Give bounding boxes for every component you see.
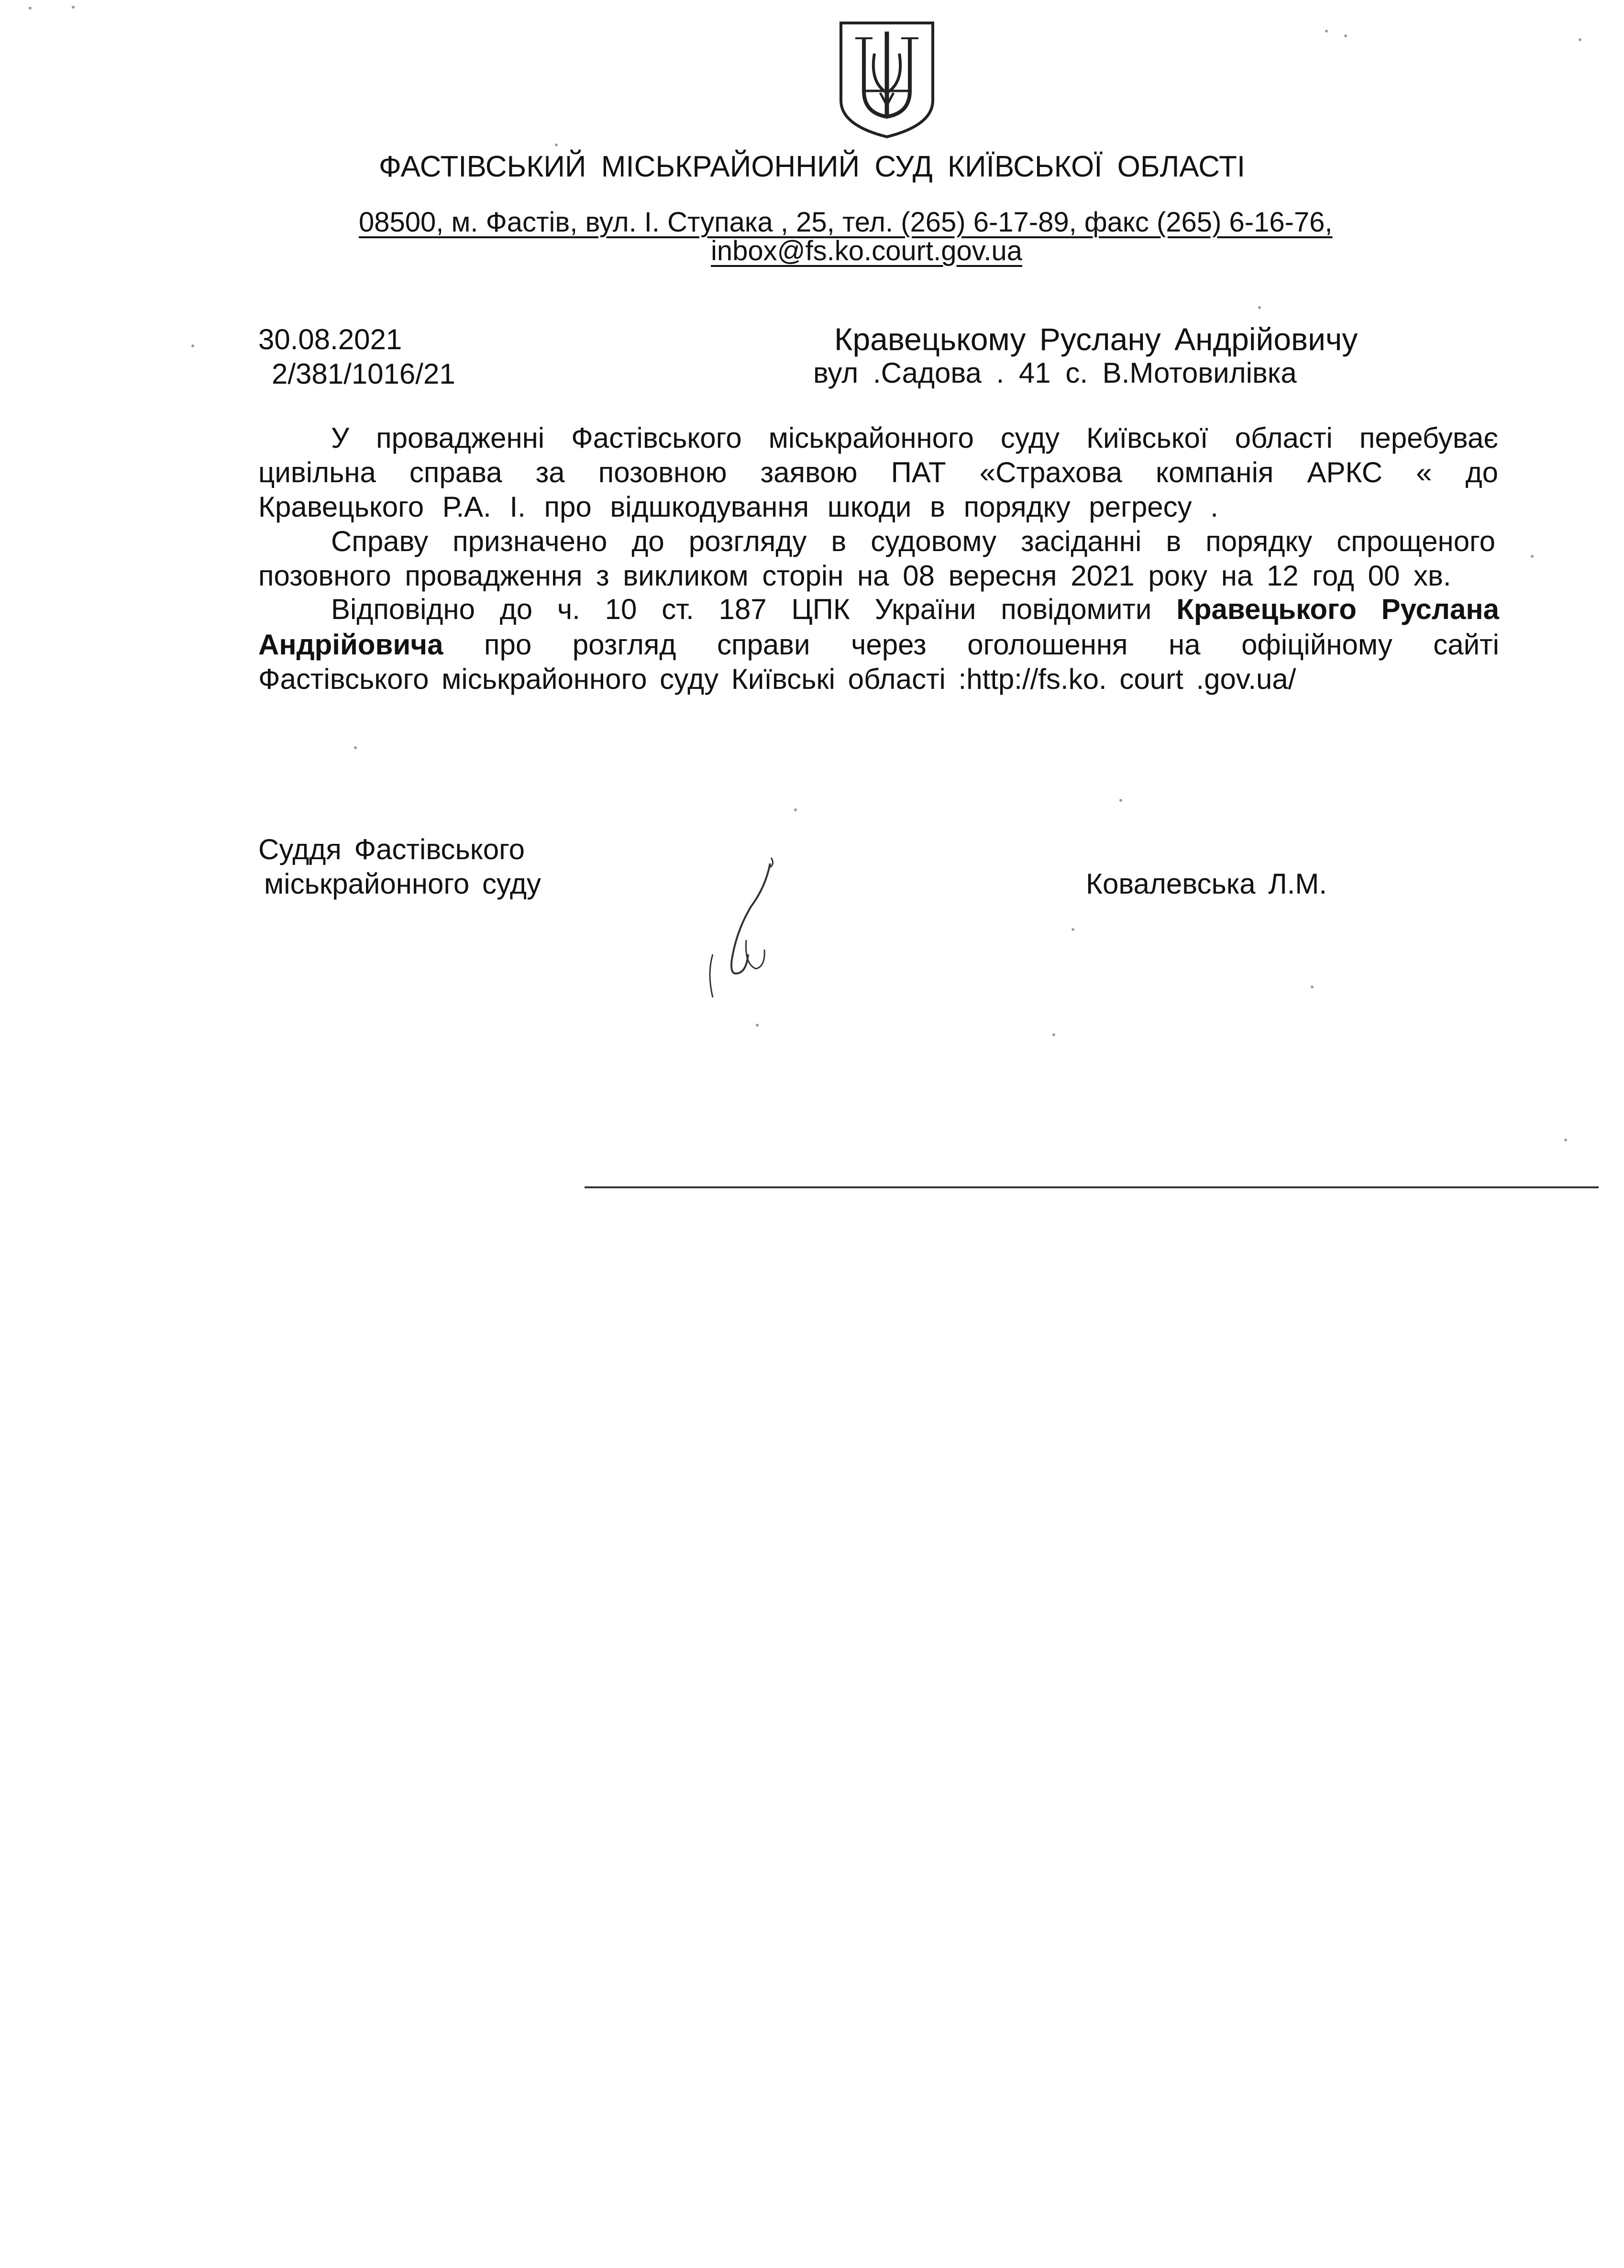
paragraph-3-line-1 [331,595,1499,624]
paragraph-1-line-3: Кравецького Р.А. І. про відшкодування шкоди в порядку регресу . [258,491,1218,523]
court-email: inbox@fs.ko.court.gov.ua [711,235,1023,266]
paragraph-2-line-1: Справу призначено до розгляду в судовому засіданні в порядку спрощеного [331,525,1495,557]
paragraph-3-line-1-text: Відповідно до ч. 10 ст. 187 ЦПК України повідомити [331,593,1152,625]
judge-title-line-1: Суддя Фастівського [258,833,525,865]
paragraph-2-line-2: позовного провадження з викликом сторін на 08 вересня 2021 року на 12 год 00 хв. [258,560,1451,592]
letter-date: 30.08.2021 [258,323,402,355]
paragraph-3-line-2 [258,631,1499,659]
judge-name: Ковалевська Л.М. [1086,868,1327,900]
trident-emblem-icon [836,19,938,139]
paragraph-3-line-3: Фастівського міськрайонного суду Київські області :http://fs.ko. court .gov.ua/ [258,663,1296,695]
recipient-name-bold-part-1: Кравецького Руслана [1176,593,1500,625]
court-name: ФАСТІВСЬКИЙ МІСЬКРАЙОННИЙ СУД КИЇВСЬКОЇ ОБЛАСТІ [378,150,1246,183]
recipient-address: вул .Садова . 41 с. В.Мотовилівка [813,357,1297,389]
paragraph-1-line-1: У провадженні Фастівського міськрайонного суду Київської області перебуває [331,422,1498,454]
paragraph-1-line-2: цивільна справа за позовною заявою ПАТ «Страхова компанія АРКС « до [258,456,1498,488]
handwritten-signature [698,854,784,1012]
case-number: 2/381/1016/21 [272,358,455,390]
judge-title-line-2: міськрайонного суду [264,868,541,900]
paragraph-3-line-2-text: про розгляд справи через оголошення на офіційному сайті [484,629,1499,661]
bottom-rule [585,1186,1599,1188]
recipient-name: Кравецькому Руслану Андрійовичу [834,321,1358,357]
court-address: 08500, м. Фастів, вул. І. Ступака , 25, тел. (265) 6-17-89, факс (265) 6-16-76, [359,207,1333,238]
recipient-name-bold-part-2: Андрійовича [258,629,443,661]
